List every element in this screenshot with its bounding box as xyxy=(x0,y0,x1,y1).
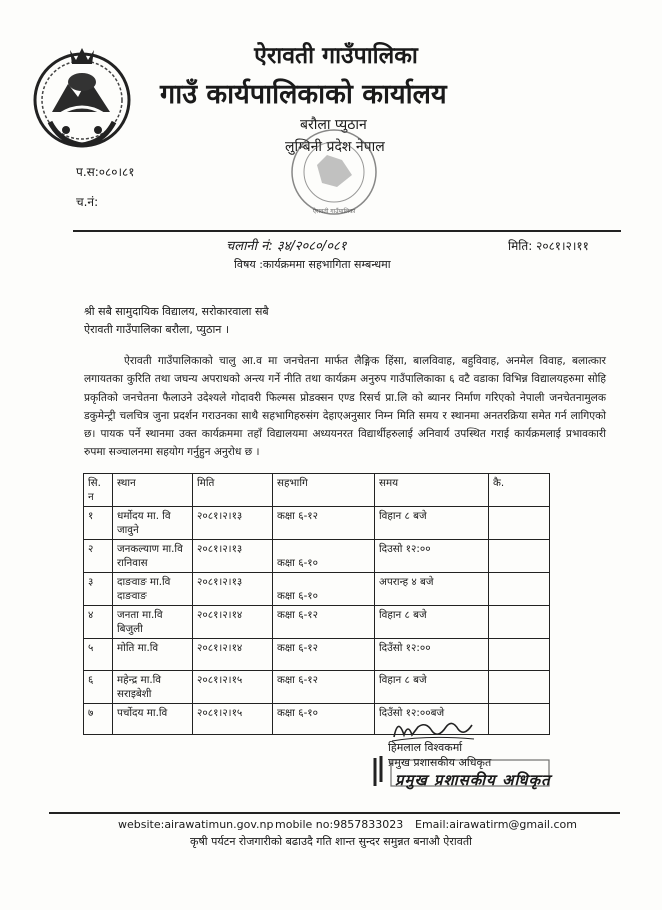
footer-divider xyxy=(49,812,620,814)
place-school: जनकल्याण मा.वि xyxy=(117,543,183,555)
letter-subject: विषय :कार्यक्रममा सहभागिता सम्बन्धमा xyxy=(234,258,391,271)
footer-website: website:airawatimun.gov.np xyxy=(118,818,274,831)
header-participants: सहभागि xyxy=(273,474,375,507)
office-round-stamp xyxy=(287,125,382,220)
cell-time: अपरान्ह ४ बजे xyxy=(375,573,489,606)
cell-participants: कक्षा ६-१२ xyxy=(273,606,375,639)
table-row xyxy=(84,639,550,671)
cell-serial: ७ xyxy=(84,703,113,735)
cell-place xyxy=(113,703,193,735)
place-school: पर्चोदय मा.वि xyxy=(117,706,168,719)
addressee-line-1: श्री सबै सामुदायिक विद्यालय, सरोकारवाला सबै xyxy=(84,305,269,318)
table-header-row xyxy=(84,474,550,507)
header-remarks: कै. xyxy=(489,474,550,507)
cell-remarks xyxy=(489,573,550,606)
cell-time: दिउसो १२:०० xyxy=(375,540,489,573)
cell-serial: ३ xyxy=(84,573,113,606)
dispatch-number: चलानी नं: ३४/२०८०/०८१ xyxy=(226,239,347,254)
office-province: लुम्बिनी प्रदेश नेपाल xyxy=(285,139,385,155)
cell-participants: कक्षा ६-१० xyxy=(273,573,375,606)
cell-remarks xyxy=(489,639,550,671)
cell-serial: ५ xyxy=(84,639,113,671)
cell-place xyxy=(113,639,193,671)
cell-remarks xyxy=(489,703,550,735)
cell-time: विहान ८ बजे xyxy=(375,670,489,703)
cell-participants: कक्षा ६-१० xyxy=(273,540,375,573)
cell-remarks xyxy=(489,540,550,573)
cell-date: २०८१।२।१४ xyxy=(193,639,273,671)
table-row xyxy=(84,573,550,606)
cell-time: दिउँसो १२:००बजे xyxy=(375,703,489,735)
office-name: गाउँ कार्यपालिकाको कार्यालय xyxy=(160,79,447,110)
cell-place xyxy=(113,573,193,606)
cell-serial: १ xyxy=(84,507,113,540)
cell-date: २०८१।२।१३ xyxy=(193,573,273,606)
addressee-line-2: ऐरावती गाउँपालिका बरौला, प्युठान । xyxy=(84,323,230,336)
designation-stamp-text: प्रमुख प्रशासकीय अधिकृत xyxy=(395,771,551,789)
header-date: मिति xyxy=(193,474,273,507)
svg-text:ऐरावती गाउँपालिका: ऐरावती गाउँपालिका xyxy=(312,208,356,215)
table-row xyxy=(84,540,550,573)
cell-serial: २ xyxy=(84,540,113,573)
cell-serial: ६ xyxy=(84,670,113,703)
cell-place xyxy=(113,507,193,540)
footer-slogan: कृषी पर्यटन रोजगारीको बढाउदै गति शान्त सुन्दर समुन्नत बनाऔ ऐरावती xyxy=(190,835,472,848)
cell-serial: ४ xyxy=(84,606,113,639)
cell-place xyxy=(113,540,193,573)
office-location: बरौला प्युठान xyxy=(300,117,367,133)
cell-time: विहान ८ बजे xyxy=(375,507,489,540)
cell-date: २०८१।२।१४ xyxy=(193,606,273,639)
place-school: दाङवाङ मा.वि xyxy=(117,576,171,588)
cell-date: २०८१।२।१५ xyxy=(193,670,273,703)
chalani-number-label: च.नं: xyxy=(76,195,99,209)
cell-date: २०८१।२।१३ xyxy=(193,540,273,573)
cell-date: २०८१।२।१३ xyxy=(193,507,273,540)
cell-time: विहान ८ बजे xyxy=(375,606,489,639)
place-village: दाङवाङ xyxy=(117,590,147,602)
cell-time: दिउँसो १२:०० xyxy=(375,639,489,671)
signatory-title: प्रमुख प्रशासकीय अधिकृत xyxy=(388,756,492,769)
cell-participants: कक्षा ६-१० xyxy=(273,703,375,735)
place-school: जनता मा.वि xyxy=(117,609,163,621)
cell-remarks xyxy=(489,606,550,639)
place-village: जावुने xyxy=(117,524,139,536)
place-village: सराइबेशी xyxy=(117,687,152,700)
place-school: मोति मा.वि xyxy=(117,642,159,654)
cell-participants: कक्षा ६-१२ xyxy=(273,639,375,671)
header-time: समय xyxy=(375,474,489,507)
cell-participants: कक्षा ६-१२ xyxy=(273,507,375,540)
footer-mobile: mobile no:9857833023 xyxy=(275,818,404,831)
footer-email: Email:airawatirm@gmail.com xyxy=(415,818,577,831)
header-serial: सि. न xyxy=(84,474,113,507)
table-row xyxy=(84,703,550,735)
cell-participants: कक्षा ६-१२ xyxy=(273,670,375,703)
signatory-name: हिमलाल विश्वकर्मा xyxy=(388,741,463,754)
cell-place xyxy=(113,606,193,639)
table-row xyxy=(84,606,550,639)
letter-date: मिति: २०८१।२।११ xyxy=(508,239,589,253)
header-divider xyxy=(73,230,621,232)
place-school: धर्मोदय मा. वि xyxy=(117,510,171,522)
cell-place xyxy=(113,670,193,703)
schedule-table xyxy=(83,473,550,735)
cell-remarks xyxy=(489,507,550,540)
table-row xyxy=(84,507,550,540)
cell-remarks xyxy=(489,670,550,703)
table-row xyxy=(84,670,550,703)
place-school: महेन्द्र मा.वि xyxy=(117,673,162,686)
header-place: स्थान xyxy=(113,474,193,507)
letter-body: ऐरावती गाउँपालिकाको चालु आ.व मा जनचेतना मार्फत लैङ्गिक हिंसा, बालविवाह, बहुविवाह, अनमेल विवाह, बलात्कार लगायतका कुरिति तथा जघन्य अपराधको अन्त्य गर्ने नीति तथा कार्यक्रम अनुरुप गाउँपालिकाका ६ वटै वडाका विभिन्न विद्यालयहरुमा सोहि प्रकृतिको जनचेतना फैलाउने उदेश्यले गोदावरी फिल्मस प्रोडक्सन एण्ड रिसर्च प्रा.लि को ब्यानर निर्माण गरिएको नेपाली जनचेतनामुलक डकुमेन्ट्री चलचित्र जुना प्रदर्शन गराउनका साथै सहभागिहरुसंग देहाएअनुसार निम्न मिति समय र स्थानमा अनतरक्रिया समेत गर्न लागिएको छ। पायक पर्ने स्थानमा उक्त कार्यक्रममा तहाँ विद्यालयमा अध्ययनरत विद्यार्थीहरुलाई अनिवार्य उपस्थित गराई कार्यक्रमलाई प्रभावकारी रुपमा सञ्चालनमा सहयोग गर्नुहुन अनुरोध छ । xyxy=(84,355,606,459)
cell-date: २०८१।२।१५ xyxy=(193,703,273,735)
place-village: रानिवास xyxy=(117,557,148,569)
patra-sankhya: प.स:०८०।८१ xyxy=(76,165,135,179)
place-village: बिजुली xyxy=(117,623,143,635)
municipality-name: ऐरावती गाउँपालिका xyxy=(254,43,418,69)
